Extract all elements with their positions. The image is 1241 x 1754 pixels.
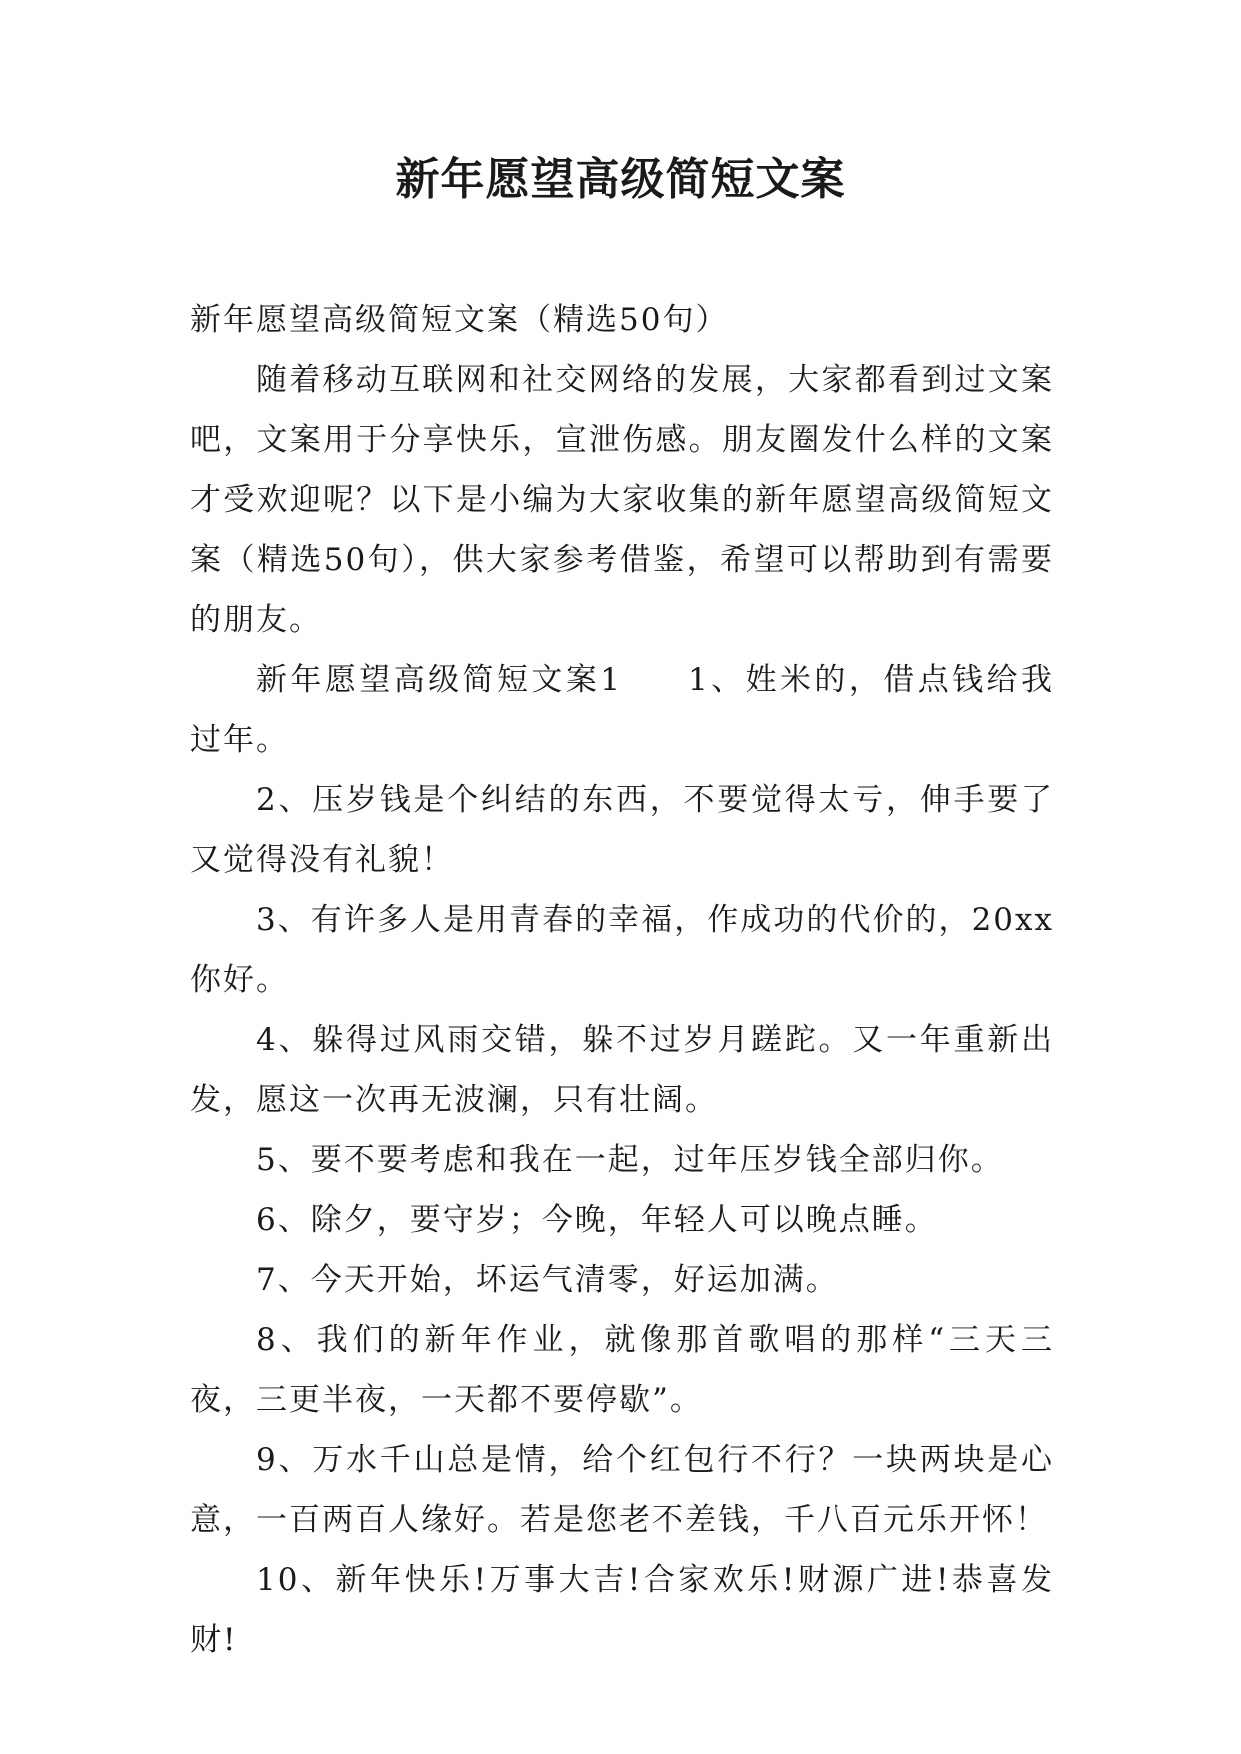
list-item: 5、要不要考虑和我在一起，过年压岁钱全部归你。 bbox=[256, 1142, 1004, 1178]
list-item: 1、姓米的，借点钱给我过年。 bbox=[190, 662, 1054, 758]
list-item: 2、压岁钱是个纠结的东西，不要觉得太亏，伸手要了又觉得没有礼貌！ bbox=[190, 782, 1054, 878]
list-item: 9、万水千山总是情，给个红包行不行？一块两块是心意，一百两百人缘好。若是您老不差钱，千八百元乐开怀！ bbox=[190, 1442, 1054, 1538]
intro-paragraph: 随着移动互联网和社交网络的发展，大家都看到过文案吧，文案用于分享快乐，宣泄伤感。朋友圈发什么样的文案才受欢迎呢？以下是小编为大家收集的新年愿望高级简短文案（精选50句），供大家参考借鉴，希望可以帮助到有需要的朋友。 bbox=[190, 362, 1054, 638]
list-item: 3、有许多人是用青春的幸福，作成功的代价的，20xx你好。 bbox=[190, 902, 1054, 998]
document-subtitle: 新年愿望高级简短文案（精选50句） bbox=[190, 302, 729, 338]
section-heading: 新年愿望高级简短文案1 bbox=[256, 662, 622, 698]
document-body bbox=[190, 290, 1054, 1670]
list-item: 8、我们的新年作业，就像那首歌唱的那样“三天三夜，三更半夜，一天都不要停歇”。 bbox=[190, 1322, 1054, 1418]
list-item: 6、除夕，要守岁；今晚，年轻人可以晚点睡。 bbox=[256, 1202, 938, 1238]
section-paragraph bbox=[190, 650, 1054, 770]
list-item: 10、新年快乐!万事大吉!合家欢乐!财源广进!恭喜发财! bbox=[190, 1562, 1054, 1658]
document-title: 新年愿望高级简短文案 bbox=[395, 154, 846, 205]
list-item: 4、躲得过风雨交错，躲不过岁月蹉跎。又一年重新出发，愿这一次再无波澜，只有壮阔。 bbox=[190, 1022, 1054, 1118]
list-item: 7、今天开始，坏运气清零，好运加满。 bbox=[256, 1262, 839, 1298]
